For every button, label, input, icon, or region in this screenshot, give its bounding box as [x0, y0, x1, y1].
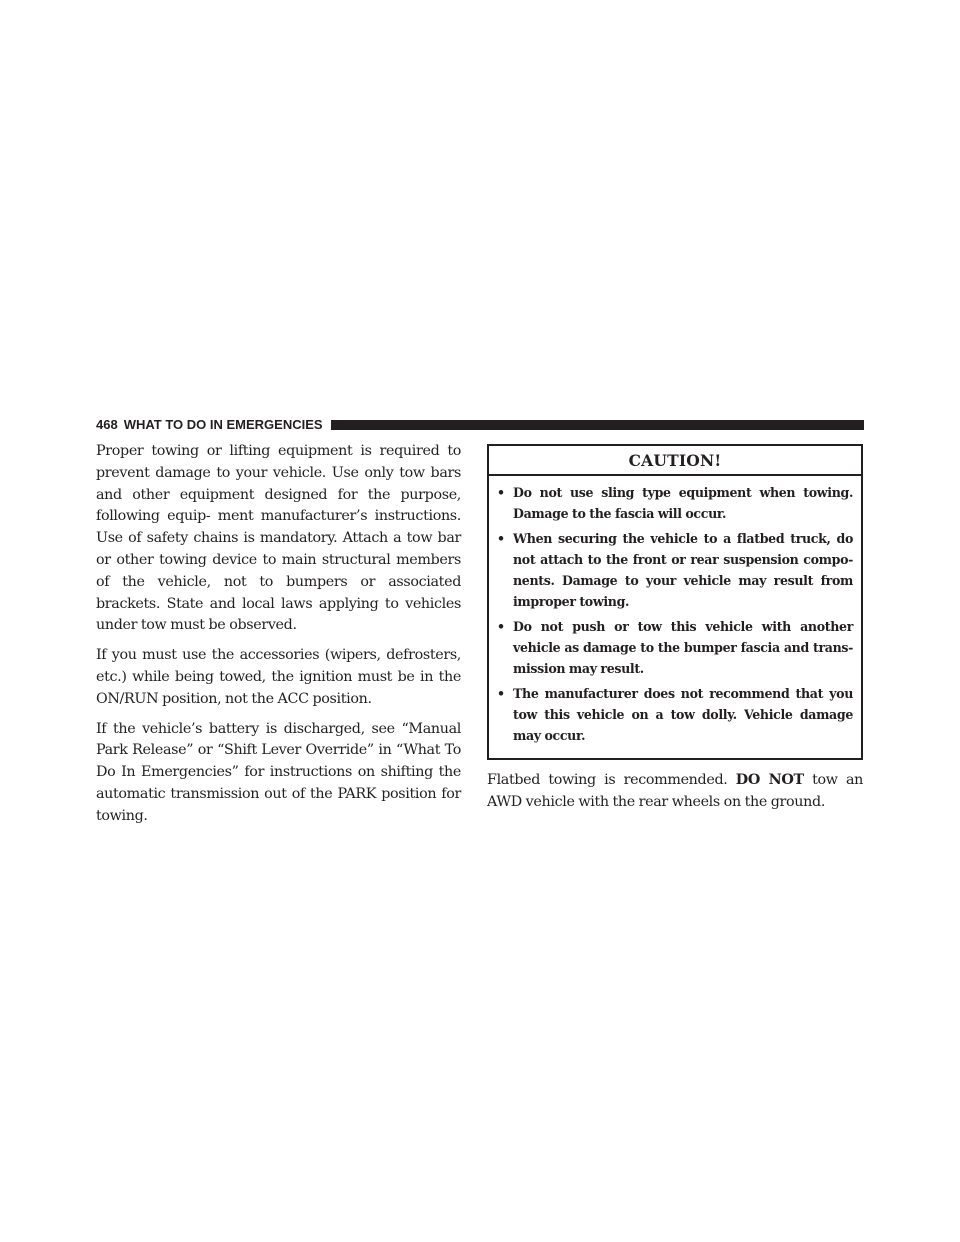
header-rule	[331, 420, 864, 430]
page-header	[96, 418, 864, 432]
bullet-icon: •	[497, 485, 505, 500]
caution-title: CAUTION!	[489, 446, 861, 476]
caution-item-text: The manufacturer does not recommend that you tow this vehicle on a tow dolly. Vehicle damage may occur.	[513, 686, 853, 743]
caution-item	[497, 683, 853, 746]
caution-box	[487, 444, 863, 760]
caution-item	[497, 482, 853, 524]
bullet-icon: •	[497, 531, 505, 546]
paragraph-flatbed-towing	[487, 770, 863, 814]
bullet-icon: •	[497, 619, 505, 634]
paragraph-accessories: If you must use the accessories (wipers, defrosters, etc.) while being towed, the ignition must be in the ON/RUN position, not the ACC position.	[96, 647, 461, 707]
caution-item-text: Do not use sling type equipment when towing. Damage to the fascia will occur.	[513, 485, 853, 521]
caution-list	[489, 482, 861, 746]
caution-item	[497, 528, 853, 612]
caution-item	[497, 616, 853, 679]
section-title: WHAT TO DO IN EMERGENCIES	[123, 417, 323, 432]
flatbed-intro: Flatbed towing is recommended.	[487, 772, 736, 788]
paragraph-towing-equipment: Proper towing or lifting equipment is required to prevent damage to your vehicle. Use only tow bars and other equipment designed for the purpose, following equip- ment manufacturer’s instructions. Use of safety chains is mandatory. Attach a tow bar or other towing device to main structural members of the vehicle, not to bumpers or associated brackets. State and local laws applying to vehicles under tow must be observed.	[96, 443, 461, 634]
bullet-icon: •	[497, 686, 505, 701]
caution-item-text: When securing the vehicle to a flatbed truck, do not attach to the front or rear suspension compo- nents. Damage to your vehicle may result from improper towing.	[513, 531, 853, 609]
flatbed-rest: tow an AWD vehicle with the rear wheels on the ground.	[487, 772, 863, 810]
right-column	[487, 444, 863, 822]
flatbed-emphasis: DO NOT	[735, 772, 804, 788]
left-column	[96, 441, 461, 836]
paragraph-battery-discharged: If the vehicle’s battery is discharged, see “Manual Park Release” or “Shift Lever Override” in “What To Do In Emergencies” for instructions on shifting the automatic transmission out of the PARK position for towing.	[96, 720, 461, 824]
page-number: 468	[96, 417, 118, 432]
caution-item-text: Do not push or tow this vehicle with another vehicle as damage to the bumper fascia and trans- mission may result.	[513, 619, 853, 676]
